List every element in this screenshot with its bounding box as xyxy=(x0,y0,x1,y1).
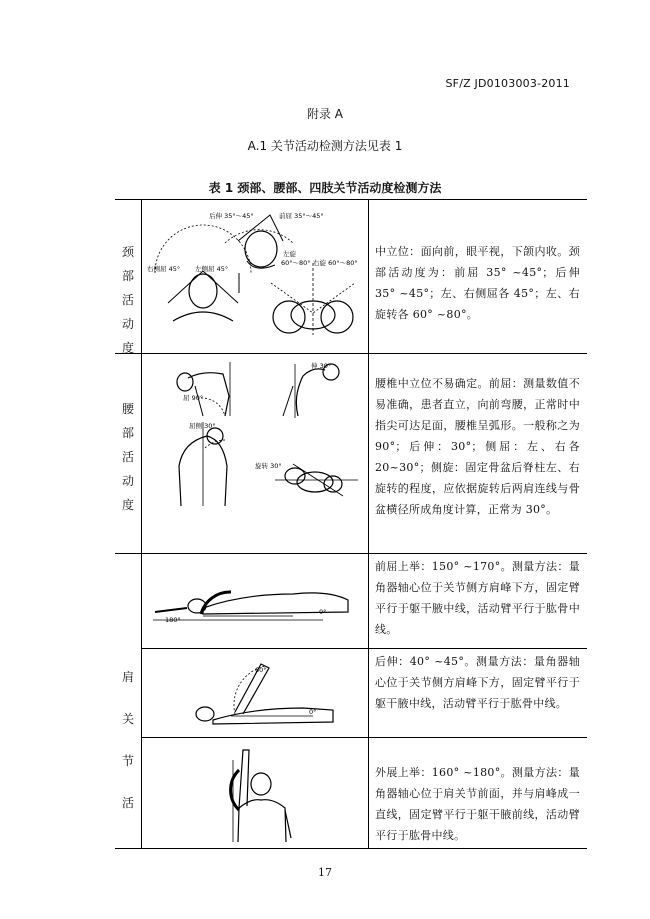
figure-label: 旋转 30° xyxy=(255,462,282,470)
lumbar-description: 腰椎中立位不易确定。前屈：测量数值不易准确，患者直立，向前弯腰，正常时中指尖可达足面，腰椎呈弧形。一般称之为 90°；后伸：30°；侧屈：左、右各 20~30°；侧旋：固定骨盆后脊柱左、右旋转的程度，应依据旋转后两肩连线与骨盆横径所成角度计算，正常为 30°。 xyxy=(375,377,580,516)
shoulder-extension-figure xyxy=(143,650,367,736)
label-char: 度 xyxy=(121,341,134,355)
label-char: 动 xyxy=(121,317,134,331)
label-char: 活 xyxy=(121,450,134,464)
shoulder-abduction-description: 外展上举：160° ~180°。测量方法：量角器轴心位于肩关节前面，并与肩峰成一直线，固定臂平行于躯干腋前线，活动臂平行于肱骨中线。 xyxy=(375,766,580,842)
document-code: SF/Z JD0103003-2011 xyxy=(445,77,570,90)
lumbar-range-figure xyxy=(143,356,367,550)
figure-label: 左侧屈 45° xyxy=(195,265,229,273)
row-label-shoulder xyxy=(115,668,141,836)
column-divider-1 xyxy=(141,199,142,848)
figure-label: 60°～80° xyxy=(281,259,311,267)
shoulder-flexion-figure xyxy=(143,556,367,646)
neck-range-figure xyxy=(143,203,367,351)
figure-label: 屈 90° xyxy=(183,394,204,402)
figure-label: 伸 30° xyxy=(311,362,332,370)
row-divider-2 xyxy=(115,553,587,554)
figure-label: 0° xyxy=(309,708,317,716)
shoulder-abduction-figure xyxy=(143,740,367,846)
page-number: 17 xyxy=(318,866,332,879)
label-char: 动 xyxy=(121,474,134,488)
figure-label: 180° xyxy=(165,616,181,624)
subrow-divider-1 xyxy=(141,648,587,649)
subrow-divider-2 xyxy=(141,737,587,738)
figure-label: 前屈 35°～45° xyxy=(279,212,324,220)
neck-description: 中立位：面向前，眼平视，下颌内收。颈部活动度为：前屈 35° ~45°；后伸 35° ~45°；左、右侧屈各 45°；左、右旋转各 60° ~80°。 xyxy=(375,245,580,321)
figure-label: 屈侧 30° xyxy=(189,422,216,430)
label-char: 关 xyxy=(121,712,134,726)
label-char: 部 xyxy=(121,269,134,283)
figure-label: 0° xyxy=(319,608,327,616)
figure-label: 右旋 60°～80° xyxy=(313,259,358,267)
table-top-border xyxy=(115,199,587,200)
shoulder-extension-description: 后伸：40° ~45°。测量方法：量角器轴心位于关节侧方肩峰下方，固定臂平行于躯干腋中线，活动臂平行于肱骨中线。 xyxy=(375,655,580,710)
label-char: 腰 xyxy=(121,402,134,416)
label-char: 节 xyxy=(121,754,134,768)
label-char: 活 xyxy=(121,796,134,810)
appendix-title: 附录 A xyxy=(306,107,344,121)
label-char: 度 xyxy=(121,498,134,512)
figure-label: 60° xyxy=(255,666,267,674)
label-char: 部 xyxy=(121,426,134,440)
row-label-lumbar xyxy=(115,400,141,520)
column-divider-2 xyxy=(368,199,369,848)
label-char: 颈 xyxy=(121,245,134,259)
row-divider-1 xyxy=(115,353,587,354)
figure-label: 左旋 xyxy=(283,250,296,258)
row-label-neck xyxy=(115,243,141,363)
table-bottom-border xyxy=(115,848,587,849)
table-title: 表 1 颈部、腰部、四肢关节活动度检测方法 xyxy=(208,181,442,195)
label-char: 活 xyxy=(121,293,134,307)
figure-label: 右侧屈 45° xyxy=(147,265,181,273)
shoulder-flexion-description: 前屈上举：150° ~170°。测量方法：量角器轴心位于关节侧方肩峰下方，固定臂平行于躯干腋中线，活动臂平行于肱骨中线。 xyxy=(375,560,580,636)
figure-label: 后伸 35°～45° xyxy=(209,212,254,220)
section-title: A.1 关节活动检测方法见表 1 xyxy=(247,139,403,153)
label-char: 肩 xyxy=(121,670,134,684)
